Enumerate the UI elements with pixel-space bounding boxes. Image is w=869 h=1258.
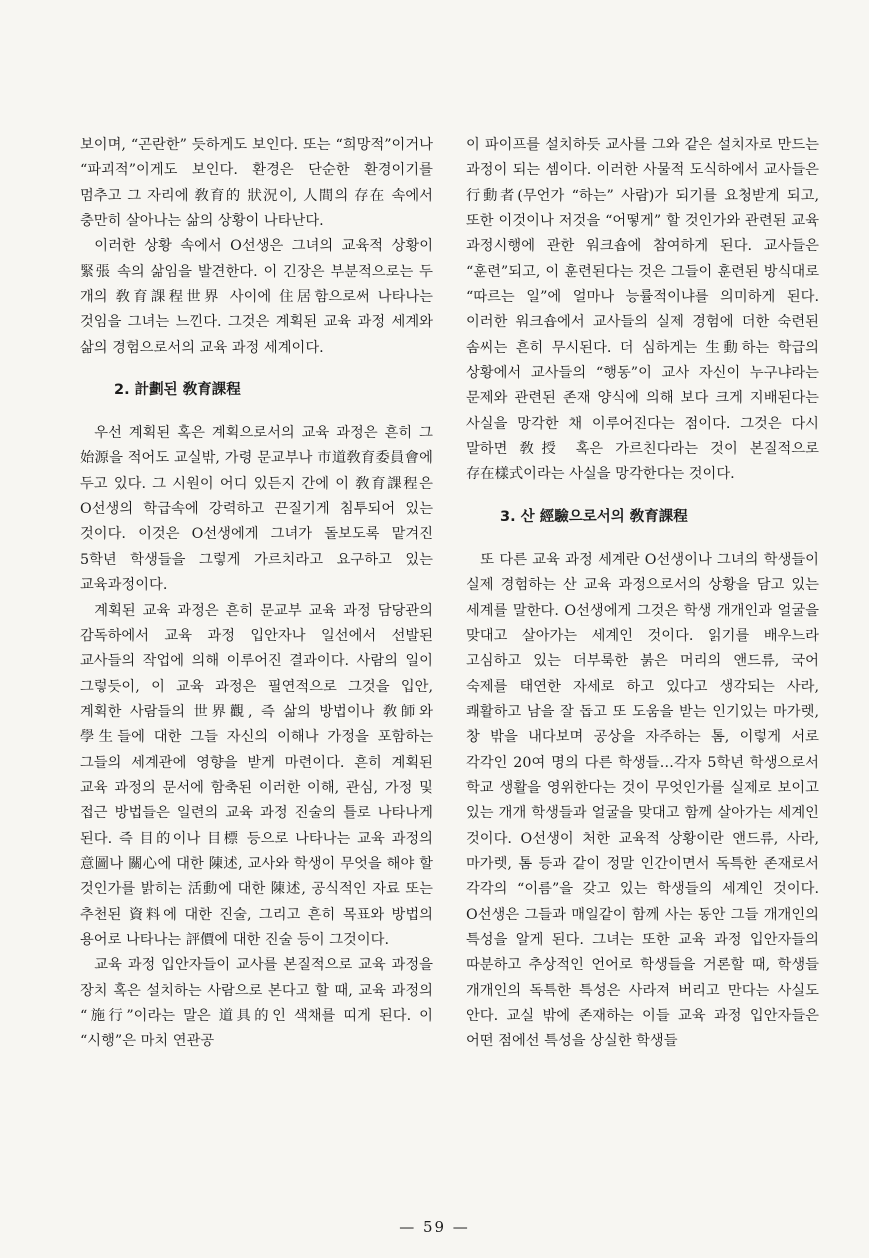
left-paragraph-2: 이러한 상황 속에서 O선생은 그녀의 교육적 상황이 緊張 속의 삶임을 발견한다. 이 긴장은 부분적으로는 두 개의 敎育課程世界 사이에 住居함으로써 나타나는 것임을 그녀는 느낀다. 그것은 계획된 교육 과정 세계와 삶의 경험으로서의 교육 과정 세계이다.: [80, 238, 433, 356]
right-column: [466, 133, 819, 1055]
left-paragraph-1: 보이며, “곤란한” 듯하게도 보인다. 또는 “희망적”이거나 “파괴적”이게도 보인다. 환경은 단순한 환경이기를 멈추고 그 자리에 敎育的 狀況이, 人間의 存在 속에서 충만히 살아나는 삶의 상황이 나타난다.: [80, 137, 433, 230]
right-paragraph-2: 또 다른 교육 과정 세계란 O선생이나 그녀의 학생들이 실제 경험하는 산 교육 과정으로서의 상황을 담고 있는 세계를 말한다. O선생에게 그것은 학생 개개인과 얼굴을 맞대고 살아가는 세계인 것이다. 읽기를 배우느라 고심하고 있는 더부룩한 붉은 머리의 앤드류, 국어 숙제를 태연한 자세로 하고 있다고 생각되는 사라, 쾌활하고 남을 잘 돕고 또 도움을 받는 인기있는 마가렛, 창 밖을 내다보며 공상을 자주하는 톰, 이렇게 서로 각각인 20여 명의 다른 학생들…각자 5학년 학생으로서 학교 생활을 영위한다는 것이 무엇인가를 실제로 보이고 있는 개개 학생들과 얼굴을 맞대고 함께 살아가는 세계인 것이다. O선생이 처한 교육적 상황이란 앤드류, 사라, 마가렛, 톰 등과 같이 정말 인간이면서 독특한 존재로서 각각의 “이름”을 갖고 있는 학생들의 세계인 것이다. O선생은 그들과 매일같이 함께 사는 동안 그들 개개인의 특성을 알게 된다. 그녀는 또한 교육 과정 입안자들의 따분하고 추상적인 언어로 학생들을 거론할 때, 학생들 개개인의 독특한 특성은 사라져 버리고 만다는 사실도 안다. 교실 밖에 존재하는 이들 교육 과정 입안자들은 어떤 점에선 특성을 상실한 학생들: [466, 551, 819, 1050]
right-paragraph-1: 이 파이프를 설치하듯 교사를 그와 같은 설치자로 만드는 과정이 되는 셈이다. 이러한 사물적 도식하에서 교사들은 行動者(무언가 “하는” 사람)가 되기를 요청받게 되고, 또한 이것이나 저것을 “어떻게” 할 것인가와 관련된 교육 과정시행에 관한 워크숍에 참여하게 된다. 교사들은 “훈련”되고, 이 훈련된다는 것은 그들이 훈련된 방식대로 “따르는 일”에 얼마나 능률적이냐를 의미하게 된다. 이러한 워크숍에서 교사들의 실제 경험에 더한 숙련된 솜씨는 흔히 무시된다. 더 심하게는 生動하는 학급의 상황에서 교사들의 “행동”이 교사 자신이 누구냐라는 문제와 관련된 존재 양식에 의해 보다 크게 지배된다는 사실을 망각한 채 이루어진다는 점이다. 그것은 다시 말하면 敎授 혹은 가르친다라는 것이 본질적으로 存在樣式이라는 사실을 망각한다는 것이다.: [466, 137, 819, 483]
left-paragraph-4: 계획된 교육 과정은 흔히 문교부 교육 과정 담당관의 감독하에서 교육 과정 입안자나 일선에서 선발된 교사들의 작업에 의해 이루어진 결과이다. 사람의 일이 그렇듯이, 이 교육 과정은 필연적으로 그것을 입안, 계획한 사람들의 世界觀, 즉 삶의 방법이나 敎師와 學生들에 대한 그들 자신의 이해나 가정을 포함하는 그들의 세계관에 영향을 받게 마련이다. 흔히 계획된 교육 과정의 문서에 함축된 이러한 이해, 관심, 가정 및 접근 방법들은 일련의 교육 과정 진술의 틀로 나타나게 된다. 즉 目的이나 目標 등으로 나타나는 교육 과정의 意圖나 關心에 대한 陳述, 교사와 학생이 무엇을 해야 할 것인가를 밝히는 活動에 대한 陳述, 공식적인 자료 또는 추천된 資料에 대한 진술, 그리고 흔히 목표와 방법의 용어로 나타나는 評價에 대한 진술 등이 그것이다.: [80, 602, 433, 948]
page-number: — 59 —: [399, 1218, 470, 1236]
section-heading-3: 3. 산 經驗으로서의 敎育課程: [500, 508, 688, 525]
left-column: [80, 133, 433, 1055]
left-paragraph-3: 우선 계획된 혹은 계획으로서의 교육 과정은 흔히 그 始源을 적어도 교실밖, 가령 문교부나 市道敎育委員會에 두고 있다. 그 시원이 어디 있든지 간에 이 敎育課程은 O선생의 학급속에 강력하고 끈질기게 침투되어 있는 것이다. 이것은 O선생에게 그녀가 돌보도록 맡겨진 5학년 학생들을 그렇게 가르치라고 요구하고 있는 교육과정이다.: [80, 425, 433, 594]
section-heading-2: 2. 計劃된 敎育課程: [114, 382, 241, 399]
left-paragraph-5: 교육 과정 입안자들이 교사를 본질적으로 교육 과정을 장치 혹은 설치하는 사람으로 본다고 할 때, 교육 과정의 “施行”이라는 말은 道具的인 색채를 띠게 된다. 이 “시행”은 마치 연관공: [80, 957, 433, 1050]
